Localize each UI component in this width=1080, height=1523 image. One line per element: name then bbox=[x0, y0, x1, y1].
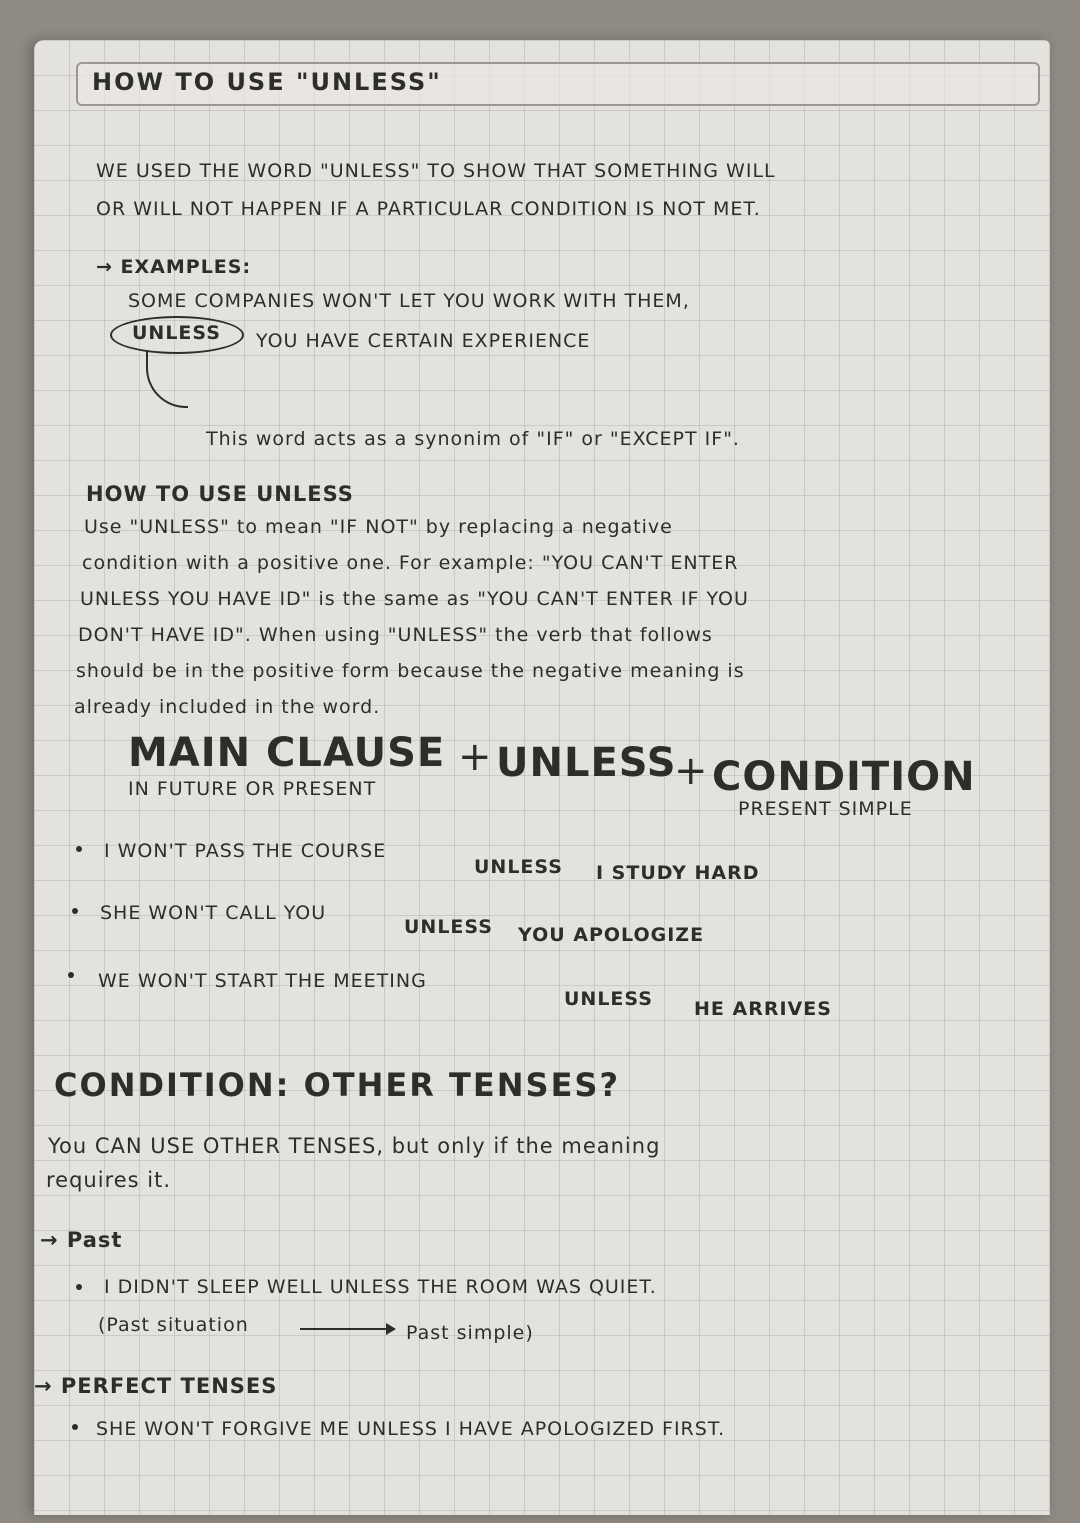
perfect-example: SHE WON'T FORGIVE ME UNLESS I HAVE APOLOGIZED FIRST. bbox=[96, 1418, 726, 1440]
how-to-heading: HOW TO USE UNLESS bbox=[86, 482, 354, 506]
examples-heading: → EXAMPLES: bbox=[96, 256, 252, 278]
example-line-2: YOU HAVE CERTAIN EXPERIENCE bbox=[256, 330, 591, 352]
formula-example-3-main: WE WON'T START THE MEETING bbox=[98, 970, 427, 992]
intro-line-1: WE USED THE WORD "UNLESS" TO SHOW THAT SOMETHING WILL bbox=[96, 160, 776, 182]
formula-condition: CONDITION bbox=[712, 754, 976, 800]
other-tenses-line-1: You CAN USE OTHER TENSES, but only if the meaning bbox=[48, 1134, 661, 1158]
formula-plus-2: + bbox=[674, 748, 709, 794]
bullet bbox=[72, 908, 78, 914]
arrow-icon bbox=[386, 1323, 396, 1335]
notebook-page bbox=[34, 40, 1050, 1515]
how-to-line-1: Use "UNLESS" to mean "IF NOT" by replacing a negative bbox=[84, 516, 673, 538]
arrow-line bbox=[300, 1328, 388, 1330]
page-title: HOW TO USE "UNLESS" bbox=[92, 68, 442, 96]
synonym-note: This word acts as a synonim of "IF" or "EXCEPT IF". bbox=[206, 428, 740, 450]
example-unless-word: UNLESS bbox=[132, 322, 221, 344]
formula-plus-1: + bbox=[458, 734, 493, 780]
past-heading: → Past bbox=[40, 1228, 123, 1252]
formula-unless: UNLESS bbox=[496, 740, 677, 786]
formula-example-1-rest: I STUDY HARD bbox=[596, 862, 760, 884]
how-to-line-3: UNLESS YOU HAVE ID" is the same as "YOU CAN'T ENTER IF YOU bbox=[80, 588, 749, 610]
perfect-heading: → PERFECT TENSES bbox=[34, 1374, 278, 1398]
past-note-left: (Past situation bbox=[98, 1314, 249, 1336]
formula-main-note: IN FUTURE OR PRESENT bbox=[128, 778, 377, 800]
example-line-1: SOME COMPANIES WON'T LET YOU WORK WITH THEM, bbox=[128, 290, 690, 312]
formula-condition-note: PRESENT SIMPLE bbox=[738, 798, 913, 820]
formula-example-2-main: SHE WON'T CALL YOU bbox=[100, 902, 327, 924]
past-example: I DIDN'T SLEEP WELL UNLESS THE ROOM WAS QUIET. bbox=[104, 1276, 657, 1298]
bullet bbox=[76, 846, 82, 852]
how-to-line-2: condition with a positive one. For example: "YOU CAN'T ENTER bbox=[82, 552, 739, 574]
bullet bbox=[76, 1284, 82, 1290]
formula-example-3-unless: UNLESS bbox=[564, 988, 653, 1010]
other-tenses-line-2: requires it. bbox=[46, 1168, 172, 1192]
formula-example-2-unless: UNLESS bbox=[404, 916, 493, 938]
intro-line-2: OR WILL NOT HAPPEN IF A PARTICULAR CONDITION IS NOT MET. bbox=[96, 198, 761, 220]
bullet bbox=[68, 972, 74, 978]
bullet bbox=[72, 1424, 78, 1430]
other-tenses-heading: CONDITION: OTHER TENSES? bbox=[54, 1066, 621, 1104]
formula-example-1-unless: UNLESS bbox=[474, 856, 563, 878]
how-to-line-4: DON'T HAVE ID". When using "UNLESS" the verb that follows bbox=[78, 624, 713, 646]
how-to-line-5: should be in the positive form because the negative meaning is bbox=[76, 660, 745, 682]
formula-example-1-main: I WON'T PASS THE COURSE bbox=[104, 840, 387, 862]
how-to-line-6: already included in the word. bbox=[74, 696, 381, 718]
past-note-right: Past simple) bbox=[406, 1322, 534, 1344]
formula-main-clause: MAIN CLAUSE bbox=[128, 730, 446, 776]
formula-example-2-rest: YOU APOLOGIZE bbox=[518, 924, 705, 946]
pointer-arrow bbox=[146, 350, 188, 408]
formula-example-3-rest: HE ARRIVES bbox=[694, 998, 832, 1020]
